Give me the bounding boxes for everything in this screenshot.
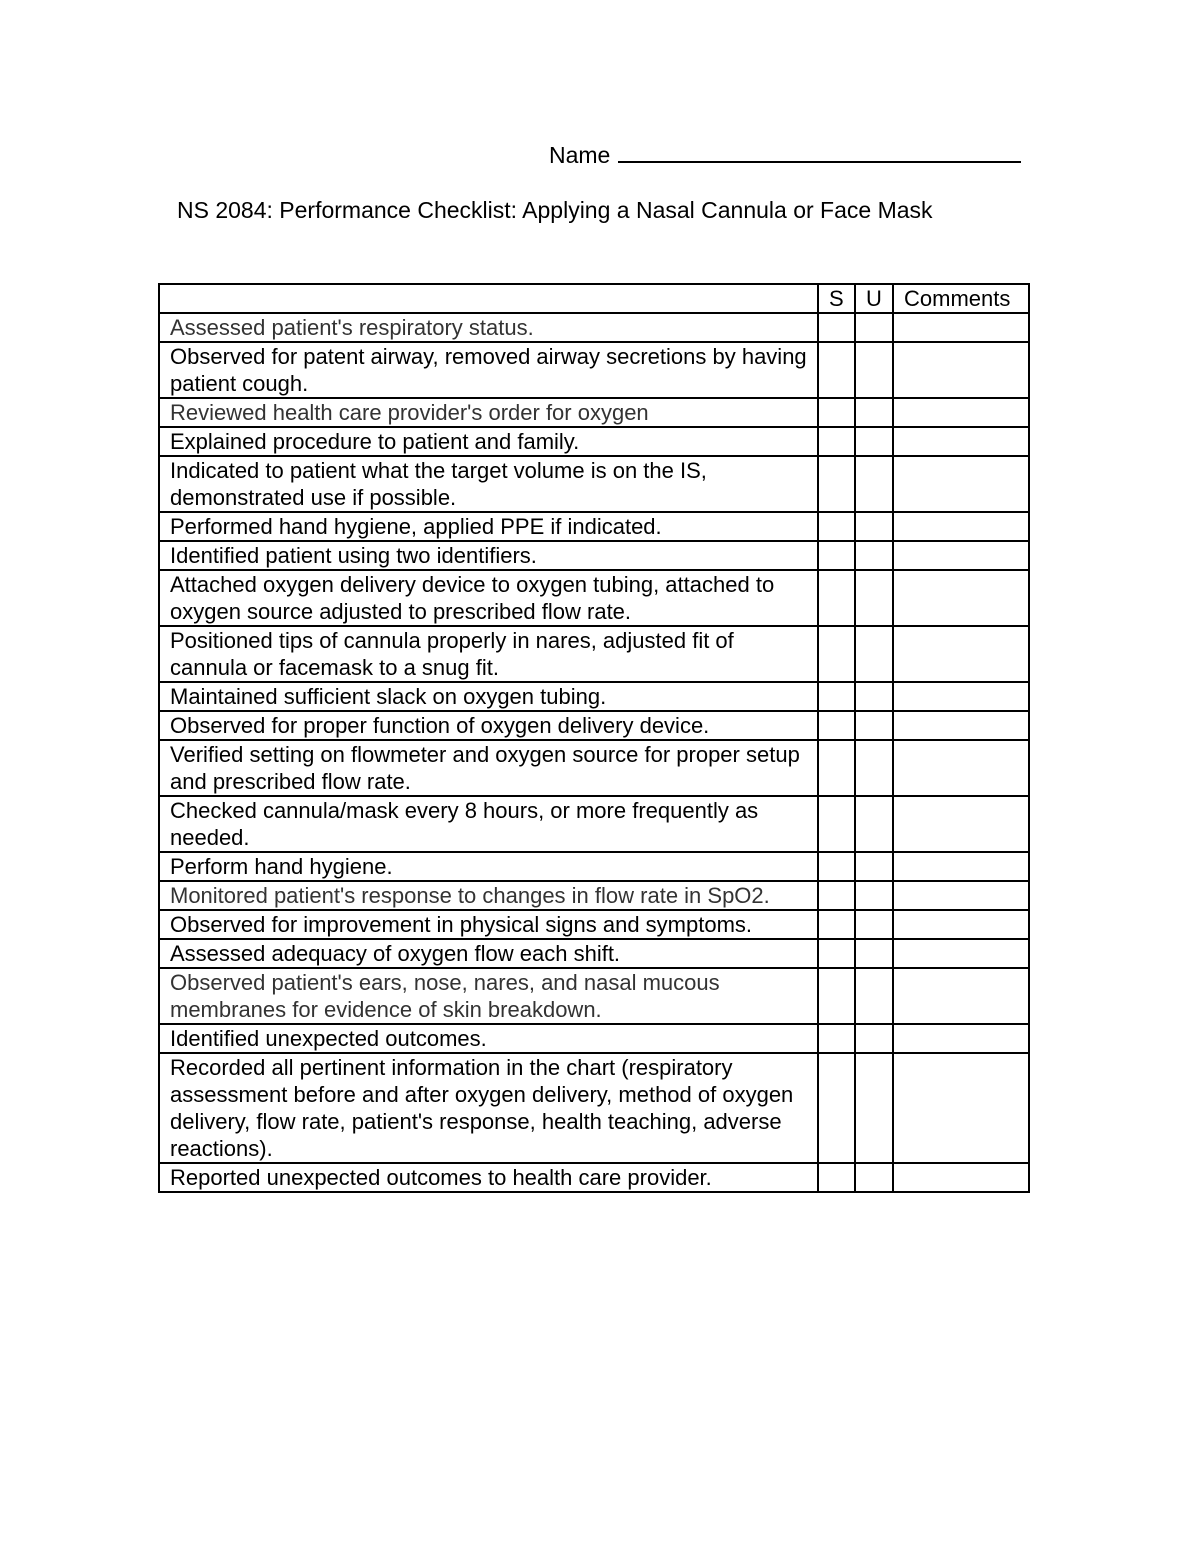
comments-cell[interactable] xyxy=(893,852,1029,881)
s-cell[interactable] xyxy=(818,541,855,570)
comments-cell[interactable] xyxy=(893,1053,1029,1163)
table-row xyxy=(159,512,1029,541)
s-cell[interactable] xyxy=(818,939,855,968)
s-cell[interactable] xyxy=(818,427,855,456)
u-cell[interactable] xyxy=(855,342,893,398)
table-row xyxy=(159,626,1029,682)
u-cell[interactable] xyxy=(855,881,893,910)
task-cell: Maintained sufficient slack on oxygen tubing. xyxy=(159,682,818,711)
task-cell: Identified patient using two identifiers. xyxy=(159,541,818,570)
comments-cell[interactable] xyxy=(893,740,1029,796)
table-row xyxy=(159,342,1029,398)
comments-cell[interactable] xyxy=(893,968,1029,1024)
table-row xyxy=(159,398,1029,427)
task-cell: Identified unexpected outcomes. xyxy=(159,1024,818,1053)
s-cell[interactable] xyxy=(818,313,855,342)
header-satisfactory: S xyxy=(818,284,855,313)
table-row xyxy=(159,796,1029,852)
table-row xyxy=(159,313,1029,342)
table-row xyxy=(159,881,1029,910)
s-cell[interactable] xyxy=(818,968,855,1024)
table-row xyxy=(159,740,1029,796)
u-cell[interactable] xyxy=(855,711,893,740)
u-cell[interactable] xyxy=(855,968,893,1024)
u-cell[interactable] xyxy=(855,682,893,711)
task-cell: Assessed patient's respiratory status. xyxy=(159,313,818,342)
header-task xyxy=(159,284,818,313)
s-cell[interactable] xyxy=(818,1163,855,1192)
task-cell: Positioned tips of cannula properly in nares, adjusted fit of cannula or facemask to a snug fit. xyxy=(159,626,818,682)
s-cell[interactable] xyxy=(818,398,855,427)
table-row xyxy=(159,1053,1029,1163)
s-cell[interactable] xyxy=(818,881,855,910)
page-title: NS 2084: Performance Checklist: Applying a Nasal Cannula or Face Mask xyxy=(177,197,933,223)
task-cell: Observed for improvement in physical signs and symptoms. xyxy=(159,910,818,939)
task-cell: Checked cannula/mask every 8 hours, or more frequently as needed. xyxy=(159,796,818,852)
table-row xyxy=(159,852,1029,881)
u-cell[interactable] xyxy=(855,1053,893,1163)
s-cell[interactable] xyxy=(818,852,855,881)
table-row xyxy=(159,1163,1029,1192)
task-cell: Attached oxygen delivery device to oxygen tubing, attached to oxygen source adjusted to prescribed flow rate. xyxy=(159,570,818,626)
table-row xyxy=(159,456,1029,512)
comments-cell[interactable] xyxy=(893,570,1029,626)
task-cell: Verified setting on flowmeter and oxygen source for proper setup and prescribed flow rate. xyxy=(159,740,818,796)
table-row xyxy=(159,541,1029,570)
table-header-row xyxy=(159,284,1029,313)
name-field-row xyxy=(549,139,1021,170)
comments-cell[interactable] xyxy=(893,342,1029,398)
comments-cell[interactable] xyxy=(893,711,1029,740)
table-row xyxy=(159,910,1029,939)
u-cell[interactable] xyxy=(855,427,893,456)
s-cell[interactable] xyxy=(818,740,855,796)
u-cell[interactable] xyxy=(855,313,893,342)
table-row xyxy=(159,427,1029,456)
task-cell: Perform hand hygiene. xyxy=(159,852,818,881)
table-row xyxy=(159,711,1029,740)
u-cell[interactable] xyxy=(855,1163,893,1192)
name-label: Name xyxy=(549,142,611,168)
comments-cell[interactable] xyxy=(893,796,1029,852)
u-cell[interactable] xyxy=(855,939,893,968)
comments-cell[interactable] xyxy=(893,1163,1029,1192)
task-cell: Performed hand hygiene, applied PPE if indicated. xyxy=(159,512,818,541)
comments-cell[interactable] xyxy=(893,398,1029,427)
name-blank-line[interactable] xyxy=(618,139,1021,163)
comments-cell[interactable] xyxy=(893,512,1029,541)
u-cell[interactable] xyxy=(855,796,893,852)
comments-cell[interactable] xyxy=(893,541,1029,570)
comments-cell[interactable] xyxy=(893,682,1029,711)
header-unsatisfactory: U xyxy=(855,284,893,313)
table-row xyxy=(159,939,1029,968)
task-cell: Observed for patent airway, removed airway secretions by having patient cough. xyxy=(159,342,818,398)
comments-cell[interactable] xyxy=(893,626,1029,682)
comments-cell[interactable] xyxy=(893,427,1029,456)
header-comments: Comments xyxy=(893,284,1029,313)
table-row xyxy=(159,968,1029,1024)
u-cell[interactable] xyxy=(855,852,893,881)
u-cell[interactable] xyxy=(855,626,893,682)
table-row xyxy=(159,570,1029,626)
table-row xyxy=(159,1024,1029,1053)
s-cell[interactable] xyxy=(818,570,855,626)
task-cell: Reviewed health care provider's order for oxygen xyxy=(159,398,818,427)
s-cell[interactable] xyxy=(818,512,855,541)
u-cell[interactable] xyxy=(855,1024,893,1053)
comments-cell[interactable] xyxy=(893,910,1029,939)
comments-cell[interactable] xyxy=(893,881,1029,910)
task-cell: Observed for proper function of oxygen delivery device. xyxy=(159,711,818,740)
s-cell[interactable] xyxy=(818,342,855,398)
comments-cell[interactable] xyxy=(893,1024,1029,1053)
u-cell[interactable] xyxy=(855,570,893,626)
u-cell[interactable] xyxy=(855,398,893,427)
task-cell: Monitored patient's response to changes in flow rate in SpO2. xyxy=(159,881,818,910)
task-cell: Recorded all pertinent information in the chart (respiratory assessment before and after oxygen delivery, method of oxygen delivery, flow rate, patient's response, health teaching, adverse reactions). xyxy=(159,1053,818,1163)
u-cell[interactable] xyxy=(855,541,893,570)
table-row xyxy=(159,682,1029,711)
s-cell[interactable] xyxy=(818,682,855,711)
u-cell[interactable] xyxy=(855,456,893,512)
comments-cell[interactable] xyxy=(893,939,1029,968)
task-cell: Observed patient's ears, nose, nares, and nasal mucous membranes for evidence of skin breakdown. xyxy=(159,968,818,1024)
u-cell[interactable] xyxy=(855,512,893,541)
s-cell[interactable] xyxy=(818,711,855,740)
performance-checklist-table xyxy=(158,283,1030,1193)
s-cell[interactable] xyxy=(818,910,855,939)
s-cell[interactable] xyxy=(818,1024,855,1053)
task-cell: Assessed adequacy of oxygen flow each shift. xyxy=(159,939,818,968)
u-cell[interactable] xyxy=(855,740,893,796)
task-cell: Indicated to patient what the target volume is on the IS, demonstrated use if possible. xyxy=(159,456,818,512)
comments-cell[interactable] xyxy=(893,456,1029,512)
s-cell[interactable] xyxy=(818,456,855,512)
comments-cell[interactable] xyxy=(893,313,1029,342)
task-cell: Explained procedure to patient and family. xyxy=(159,427,818,456)
task-cell: Reported unexpected outcomes to health care provider. xyxy=(159,1163,818,1192)
s-cell[interactable] xyxy=(818,796,855,852)
s-cell[interactable] xyxy=(818,626,855,682)
s-cell[interactable] xyxy=(818,1053,855,1163)
u-cell[interactable] xyxy=(855,910,893,939)
